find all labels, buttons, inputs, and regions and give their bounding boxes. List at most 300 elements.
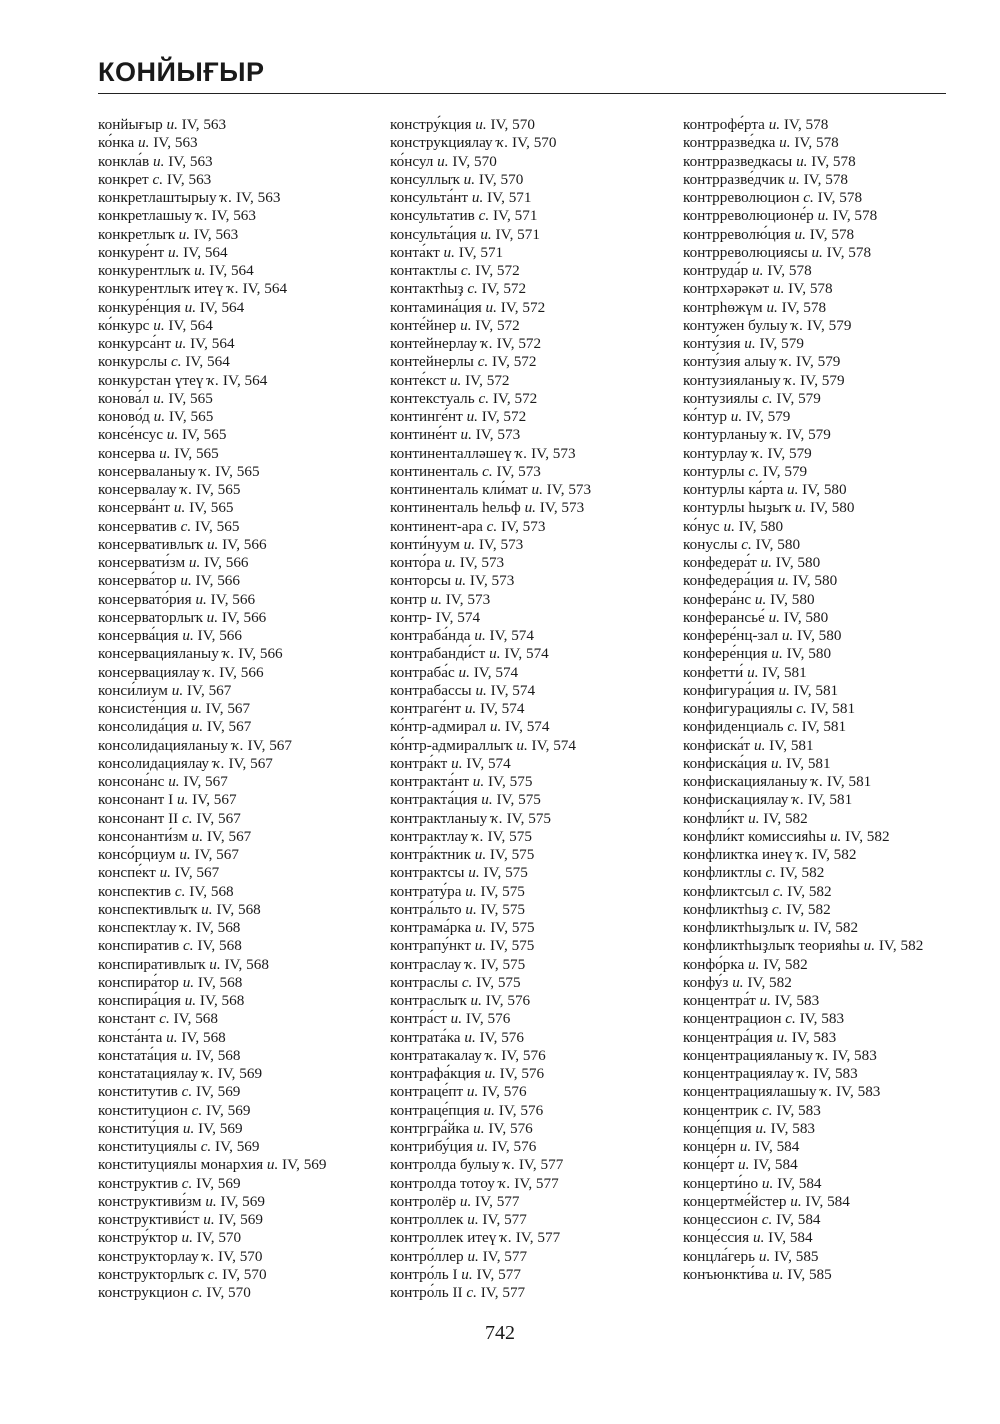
index-entry [390,499,665,517]
entry-volume-page: IV, 583 [776,1101,821,1119]
index-entry [98,737,373,755]
entry-volume-page: IV, 581 [826,773,872,790]
entry-volume-page: IV, 582 [787,882,832,900]
entry-headword: контрреволюцион [683,189,800,206]
entry-volume-page: IV, 582 [779,864,825,882]
entry-part-of-speech: и. [796,152,808,170]
entry-volume-page: IV, 568 [224,955,269,973]
entry-headword: конфигура́ция [683,681,775,699]
entry-volume-page: IV, 581 [801,718,847,736]
entry-volume-page: IV, 580 [783,608,829,626]
entry-headword: контрофе́рта [683,116,765,133]
entry-part-of-speech: ҡ. [503,1156,516,1174]
entry-part-of-speech: и. [863,937,876,955]
entry-headword: конфли́кт [683,809,745,827]
entry-headword: конфликтлы [683,864,762,882]
index-entry [98,1266,373,1284]
entry-headword: контро́ль II [390,1284,463,1301]
entry-volume-page: IV, 581 [786,754,831,772]
entry-part-of-speech: с. [785,1010,796,1028]
entry-volume-page: IV, 566 [238,645,283,663]
entry-volume-page: IV, 577 [514,1174,559,1192]
entry-headword: континенталь һельф [390,499,521,517]
entry-volume-page: IV, 565 [195,481,241,498]
entry-headword: ко́нтр-адмираллыҡ [390,736,513,754]
entry-headword: конце́рн [683,1138,736,1155]
index-entry [390,645,665,663]
entry-volume-page: IV, 570 [222,1265,267,1283]
entry-volume-page: IV, 576 [465,1010,511,1028]
entry-part-of-speech: и. [167,243,180,261]
entry-volume-page: IV, 568 [195,919,241,936]
index-entry [390,262,665,280]
entry-headword: конкретлашыу [98,207,193,225]
entry-volume-page: IV, 583 [799,1010,845,1028]
entry-volume-page: IV, 571 [458,243,504,261]
entry-headword: консерва [98,444,156,462]
index-entry [683,481,948,499]
entry-volume-page: IV, 567 [174,864,220,882]
entry-volume-page: IV, 580 [770,590,815,608]
index-entry [98,1120,373,1138]
index-entry [390,372,665,390]
entry-part-of-speech: и. [471,189,484,206]
entry-headword: контрабассы [390,681,472,699]
entry-volume-page: IV, 567 [206,827,252,845]
index-entry [683,262,948,280]
entry-volume-page: IV, 575 [480,955,526,973]
entry-headword: конце́пция [683,1119,752,1137]
entry-headword: конкурентлыҡ [98,262,191,279]
entry-headword: концентра́т [683,992,756,1009]
entry-headword: контр- [390,608,432,626]
index-entry [683,335,948,353]
entry-part-of-speech: ҡ. [207,371,220,389]
entry-volume-page: IV, 583 [813,1065,858,1082]
entry-headword: конспира́ция [98,992,181,1009]
entry-volume-page: IV, 576 [482,1083,527,1101]
index-entry [98,901,373,919]
index-entry [98,116,373,134]
entry-headword: конторсы [390,572,451,590]
entry-part-of-speech: с. [762,1101,773,1119]
entry-part-of-speech: ҡ. [465,955,477,973]
entry-volume-page: IV, 573 [469,572,515,590]
entry-headword: ко́нус [683,517,720,535]
index-entry [390,901,665,919]
entry-volume-page: IV, 580 [786,645,832,663]
entry-headword: контрреволюциясы [683,243,808,261]
entry-headword: контрактсы [390,864,465,882]
entry-volume-page: IV, 584 [768,1229,813,1247]
entry-headword: контекстуаль [390,389,475,407]
entry-part-of-speech: и. [195,590,207,608]
index-entry [98,244,373,262]
entry-part-of-speech: и. [481,791,493,809]
entry-headword: концентрик [683,1101,759,1119]
index-entry [390,572,665,590]
entry-part-of-speech: и. [180,1046,193,1064]
entry-part-of-speech: и. [777,572,789,590]
entry-volume-page: IV, 570 [452,152,497,170]
entry-headword: консуллыҡ [390,170,460,188]
entry-volume-page: IV, 565 [194,517,240,535]
entry-part-of-speech: и. [473,1119,485,1137]
entry-part-of-speech: и. [138,134,150,152]
entry-volume-page: IV, 578 [809,225,855,243]
entry-part-of-speech: и. [450,1010,463,1028]
index-entry [390,919,665,937]
entry-headword: концентрациялашыу [683,1083,817,1101]
entry-volume-page: IV, 568 [189,882,234,900]
entry-volume-page: IV, 577 [515,1229,561,1247]
entry-part-of-speech: ҡ. [792,791,804,809]
entry-headword: конкретлаштырыу [98,189,217,206]
entry-headword: конспективлыҡ [98,900,198,918]
entry-part-of-speech: и. [768,116,781,133]
entry-headword: конфискацияланыу [683,773,808,790]
entry-part-of-speech: и. [206,535,219,553]
entry-volume-page: IV, 564 [222,371,268,389]
index-entry [683,627,948,645]
entry-headword: концентрациялау [683,1065,794,1082]
entry-part-of-speech: и. [460,316,472,334]
entry-part-of-speech: и. [180,572,192,590]
index-entry [390,463,665,481]
entry-volume-page: IV, 566 [219,663,264,681]
entry-headword: контине́нт [390,426,457,444]
entry-headword: консо́рциум [98,846,176,863]
entry-headword: контрата́ка [390,1028,461,1046]
index-entry [98,828,373,846]
index-entry [390,244,665,262]
entry-volume-page: IV, 576 [479,1028,524,1046]
entry-headword: констру́ктор [98,1229,178,1247]
entry-part-of-speech: с. [460,262,472,279]
index-entry [683,828,948,846]
entry-part-of-speech: и. [203,1211,215,1228]
index-entry [98,682,373,700]
entry-headword: контра́ст [390,1010,447,1028]
index-entry [683,1065,948,1083]
entry-headword: контрхәрәкәт [683,280,770,298]
index-entry [390,481,665,499]
index-entry [390,974,665,992]
entry-headword: контамина́ция [390,298,482,316]
index-entry [98,1211,373,1229]
index-entry [683,317,948,335]
entry-headword: конструкциялау [390,134,493,152]
entry-part-of-speech: и. [174,335,187,352]
entry-headword: контраце́пт [390,1083,464,1101]
entry-part-of-speech: с. [787,718,798,736]
entry-part-of-speech: и. [732,973,744,991]
index-entry [683,116,948,134]
index-entry [390,864,665,882]
entry-volume-page: IV, 575 [476,973,521,991]
entry-part-of-speech: ҡ. [797,1065,810,1082]
entry-part-of-speech: с. [765,864,777,882]
entry-part-of-speech: и. [209,955,221,973]
entry-volume-page: IV, 575 [487,773,533,790]
entry-part-of-speech: и. [752,262,764,279]
entry-headword: контро́ллер [390,1247,464,1265]
index-entry [98,463,373,481]
entry-part-of-speech: ҡ. [770,426,783,444]
entry-part-of-speech: и. [182,627,194,644]
entry-part-of-speech: и. [168,773,180,790]
entry-headword: конспиративлыҡ [98,955,206,973]
entry-volume-page: IV, 576 [488,1119,533,1137]
entry-part-of-speech: и. [176,791,189,809]
entry-volume-page: IV, 564 [185,353,230,371]
index-entry [683,572,948,590]
entry-headword: конституциялы монархия [98,1156,264,1174]
entry-part-of-speech: ҡ. [811,773,824,790]
index-entry [683,846,948,864]
entry-headword: конкретлыҡ [98,225,175,243]
entry-volume-page: IV, 569 [218,1211,263,1228]
entry-headword: контр [390,590,427,608]
entry-volume-page: IV, 574 [435,608,481,626]
entry-volume-page: IV, 563 [193,225,239,243]
entry-headword: консервати́зм [98,554,186,571]
entry-volume-page: IV, 583 [774,992,820,1009]
index-entry [390,317,665,335]
index-entry [390,280,665,298]
entry-headword: контроллек итеү [390,1229,497,1247]
index-entry [390,791,665,809]
entry-part-of-speech: ҡ. [220,189,233,206]
index-entry [98,572,373,590]
entry-headword: контро́ль I [390,1265,458,1283]
entry-headword: консолидациялау [98,754,210,772]
index-entry [683,937,948,955]
index-entry [390,1248,665,1266]
entry-volume-page: IV, 571 [495,225,540,243]
entry-part-of-speech: ҡ. [471,827,484,845]
entry-part-of-speech: и. [459,1192,472,1210]
entry-part-of-speech: и. [474,627,486,644]
entry-volume-page: IV, 573 [539,499,585,517]
entry-part-of-speech: ҡ. [485,1046,498,1064]
entry-part-of-speech: с. [182,809,193,827]
index-entry [98,299,373,317]
index-entry [683,153,948,171]
entry-volume-page: IV, 573 [531,444,576,462]
entry-part-of-speech: и. [759,992,771,1009]
entry-headword: консерва́тор [98,572,177,590]
index-entry [683,554,948,572]
entry-headword: ко́нтур [683,408,727,425]
entry-headword: контраба́нда [390,627,471,644]
index-entry [683,353,948,371]
index-entry [683,791,948,809]
entry-headword: контрразве́дчик [683,170,785,188]
entry-volume-page: IV, 569 [220,1192,265,1210]
index-entry [390,591,665,609]
entry-headword: конститу́ция [98,1119,180,1137]
index-entry [98,810,373,828]
entry-part-of-speech: и. [779,134,791,152]
index-entry [683,171,948,189]
entry-headword: конфиска́ция [683,754,768,772]
entry-volume-page: IV, 569 [195,1083,241,1101]
index-entry [683,901,948,919]
index-entry [390,226,665,244]
entry-headword: конфере́нция [683,645,768,663]
entry-volume-page: IV, 565 [181,426,227,444]
entry-headword: конйығыр [98,116,163,133]
entry-part-of-speech: ҡ. [515,444,528,462]
entry-headword: контраце́пция [390,1101,480,1119]
entry-volume-page: IV, 573 [459,554,505,571]
index-entry [683,956,948,974]
entry-part-of-speech: с. [486,517,498,535]
index-entry [683,372,948,390]
entry-volume-page: IV, 572 [465,371,510,389]
entry-part-of-speech: и. [166,1028,178,1046]
entry-part-of-speech: и. [475,116,487,133]
entry-volume-page: IV, 575 [506,809,552,827]
index-entry [390,353,665,371]
entry-volume-page: IV, 567 [206,718,252,736]
entry-part-of-speech: и. [465,882,477,900]
entry-volume-page: IV, 578 [788,280,833,298]
entry-headword: конспе́кт [98,864,156,882]
entry-volume-page: IV, 576 [498,1101,544,1119]
entry-volume-page: IV, 573 [445,590,491,608]
entry-headword: конкурслы [98,353,168,371]
entry-headword: конфли́кт комиссияһы [683,827,827,845]
entry-headword: контейнерлау [390,335,478,352]
entry-headword: конспектлау [98,919,177,936]
entry-headword: контролда булыу [390,1156,500,1174]
entry-volume-page: IV, 581 [810,700,856,717]
entry-headword: конфликтка инеү [683,846,793,863]
index-entry [390,408,665,426]
entry-part-of-speech: и. [178,225,190,243]
entry-headword: континенталь [390,462,479,480]
index-entry [683,883,948,901]
entry-part-of-speech: и. [761,1174,774,1192]
entry-part-of-speech: с. [482,462,493,480]
entry-headword: ко́нкурс [98,316,150,334]
entry-headword: конфере́нц-зал [683,627,779,644]
index-entry [390,335,665,353]
index-entry [683,1120,948,1138]
entry-volume-page: IV, 565 [215,462,260,480]
entry-headword: конструкторлау [98,1247,199,1265]
entry-volume-page: IV, 579 [767,444,812,462]
entry-part-of-speech: и. [430,590,442,608]
entry-part-of-speech: и. [444,554,456,571]
entry-part-of-speech: и. [171,681,184,699]
entry-headword: конкла́в [98,152,150,170]
entry-headword: констата́ция [98,1046,178,1064]
index-entry [98,974,373,992]
index-entry [98,189,373,207]
index-entry [683,390,948,408]
index-entry [390,700,665,718]
index-entry [390,390,665,408]
entry-volume-page: IV, 574 [473,663,519,681]
entry-part-of-speech: и. [184,298,196,316]
page-number: 742 [485,1322,515,1344]
entry-part-of-speech: с. [207,1265,219,1283]
entry-volume-page: IV, 584 [753,1156,798,1174]
index-entry [98,1193,373,1211]
index-entry [390,445,665,463]
entry-part-of-speech: и. [752,1229,765,1247]
entry-volume-page: IV, 569 [198,1119,243,1137]
index-entry [98,262,373,280]
entry-volume-page: IV, 573 [475,426,521,444]
index-entry [683,700,948,718]
entry-volume-page: IV, 580 [738,517,784,535]
entry-headword: концентрацион [683,1010,782,1028]
entry-volume-page: IV, 570 [512,134,557,152]
index-entry [390,1065,665,1083]
entry-volume-page: IV, 563 [181,116,227,133]
entry-volume-page: IV, 576 [499,1065,545,1082]
entry-volume-page: IV, 574 [480,700,525,717]
entry-volume-page: IV, 568 [199,992,245,1009]
index-entry [683,134,948,152]
index-entry [683,408,948,426]
index-entry [390,536,665,554]
index-entry [98,1047,373,1065]
entry-volume-page: IV, 583 [832,1046,877,1064]
index-entry [390,299,665,317]
entry-part-of-speech: и. [531,481,543,498]
entry-part-of-speech: и. [466,1083,479,1101]
entry-part-of-speech: и. [449,371,462,389]
entry-headword: консерва́ция [98,627,179,644]
index-entry [390,1083,665,1101]
index-entry [98,755,373,773]
entry-headword: конста́нта [98,1028,163,1046]
entry-headword: контролёр [390,1192,457,1210]
index-entry [683,536,948,554]
entry-part-of-speech: и. [472,773,485,790]
index-entry [98,591,373,609]
entry-volume-page: IV, 580 [810,499,855,517]
entry-volume-page: IV, 572 [496,335,542,352]
entry-volume-page: IV, 564 [183,243,228,261]
entry-part-of-speech: и. [794,225,806,243]
index-entry [98,445,373,463]
entry-headword: консервациялау [98,663,200,681]
entry-headword: консервацияланыу [98,645,219,663]
entry-part-of-speech: и. [748,809,760,827]
index-entry [683,1047,948,1065]
entry-volume-page: IV, 575 [489,846,535,863]
index-entry [98,1284,373,1302]
entry-volume-page: IV, 578 [781,298,827,316]
index-entry [683,226,948,244]
entry-headword: конкрет [98,170,149,188]
entry-part-of-speech: и. [184,992,197,1009]
index-column-1 [98,116,373,1302]
entry-part-of-speech: и. [474,937,487,955]
index-entry [98,883,373,901]
entry-headword: контрибу́ция [390,1138,473,1155]
entry-headword: конси́лиум [98,681,168,699]
entry-volume-page: IV, 579 [745,408,791,425]
entry-part-of-speech: и. [483,1101,495,1119]
index-entry [98,317,373,335]
